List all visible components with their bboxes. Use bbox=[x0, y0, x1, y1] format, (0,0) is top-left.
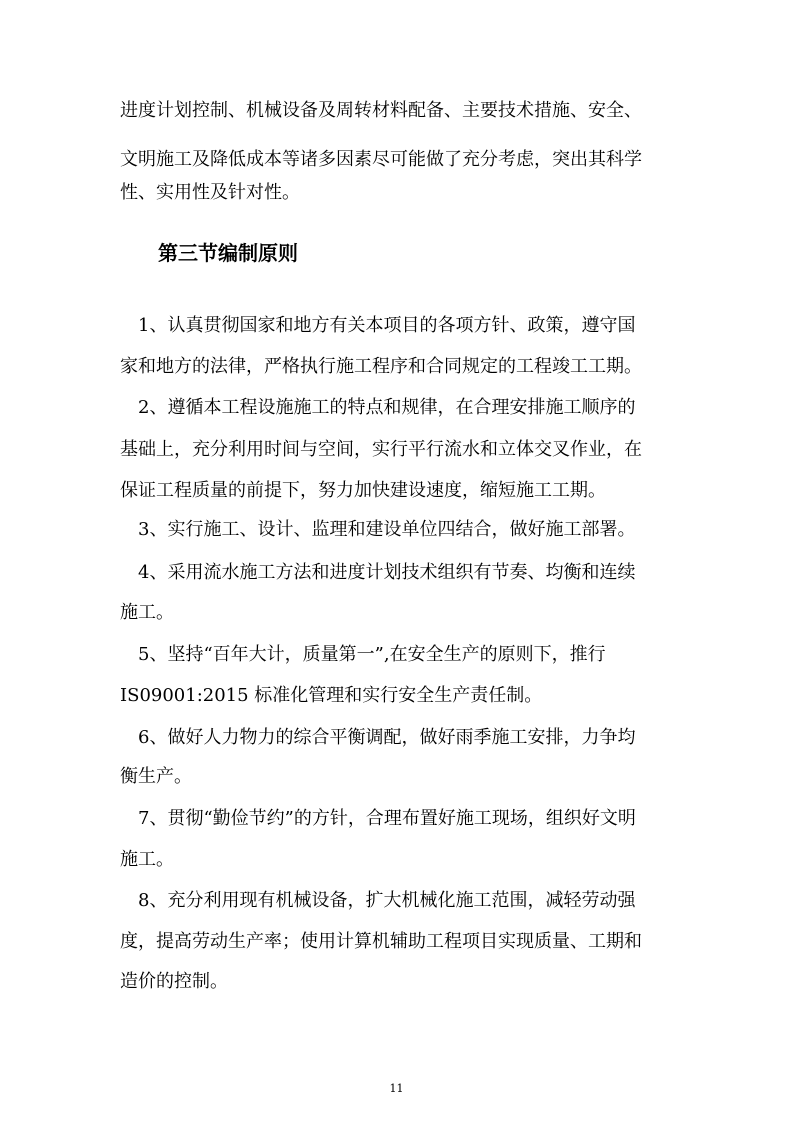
text-line: 8、充分利用现有机械设备，扩大机械化施工范围，减轻劳动强 bbox=[120, 890, 636, 911]
text-line: 性、实用性及针对性。 bbox=[120, 182, 300, 203]
text-line: 4、采用流水施工方法和进度计划技术组织有节奏、均衡和连续 bbox=[120, 562, 636, 583]
text-line: 衡生产。 bbox=[120, 766, 192, 787]
text-line: IS09001:2015 标准化管理和实行安全生产责任制。 bbox=[120, 685, 543, 706]
text-line: 文明施工及降低成本等诸多因素尽可能做了充分考虑，突出其科学 bbox=[120, 149, 642, 170]
text-line: 造价的控制。 bbox=[120, 971, 228, 992]
text-line: 基础上，充分利用时间与空间，实行平行流水和立体交叉作业，在 bbox=[120, 439, 642, 460]
text-line: 3、实行施工、设计、监理和建设单位四结合，做好施工部署。 bbox=[120, 519, 636, 540]
text-line: 保证工程质量的前提下，努力加快建设速度，缩短施工工期。 bbox=[120, 480, 606, 501]
text-line: 家和地方的法律，严格执行施工程序和合同规定的工程竣工工期。 bbox=[120, 356, 642, 377]
text-line: 施工。 bbox=[120, 849, 174, 870]
text-line: 5、坚持“百年大计，质量第一”,在安全生产的原则下，推行 bbox=[120, 644, 606, 665]
section-title: 第三节编制原则 bbox=[158, 241, 298, 265]
text-line: 6、做好人力物力的综合平衡调配，做好雨季施工安排，力争均 bbox=[120, 727, 636, 748]
text-line: 1、认真贯彻国家和地方有关本项目的各项方针、政策，遵守国 bbox=[120, 315, 636, 336]
text-line: 度，提高劳动生产率；使用计算机辅助工程项目实现质量、工期和 bbox=[120, 931, 642, 952]
text-line: 7、贯彻“勤俭节约”的方针，合理布置好施工现场，组织好文明 bbox=[120, 808, 636, 829]
page-number: 11 bbox=[389, 1082, 404, 1095]
text-line: 施工。 bbox=[120, 602, 174, 623]
text-line: 2、遵循本工程设施施工的特点和规律，在合理安排施工顺序的 bbox=[120, 397, 636, 418]
text-line: 进度计划控制、机械设备及周转材料配备、主要技术措施、安全、 bbox=[120, 100, 642, 121]
